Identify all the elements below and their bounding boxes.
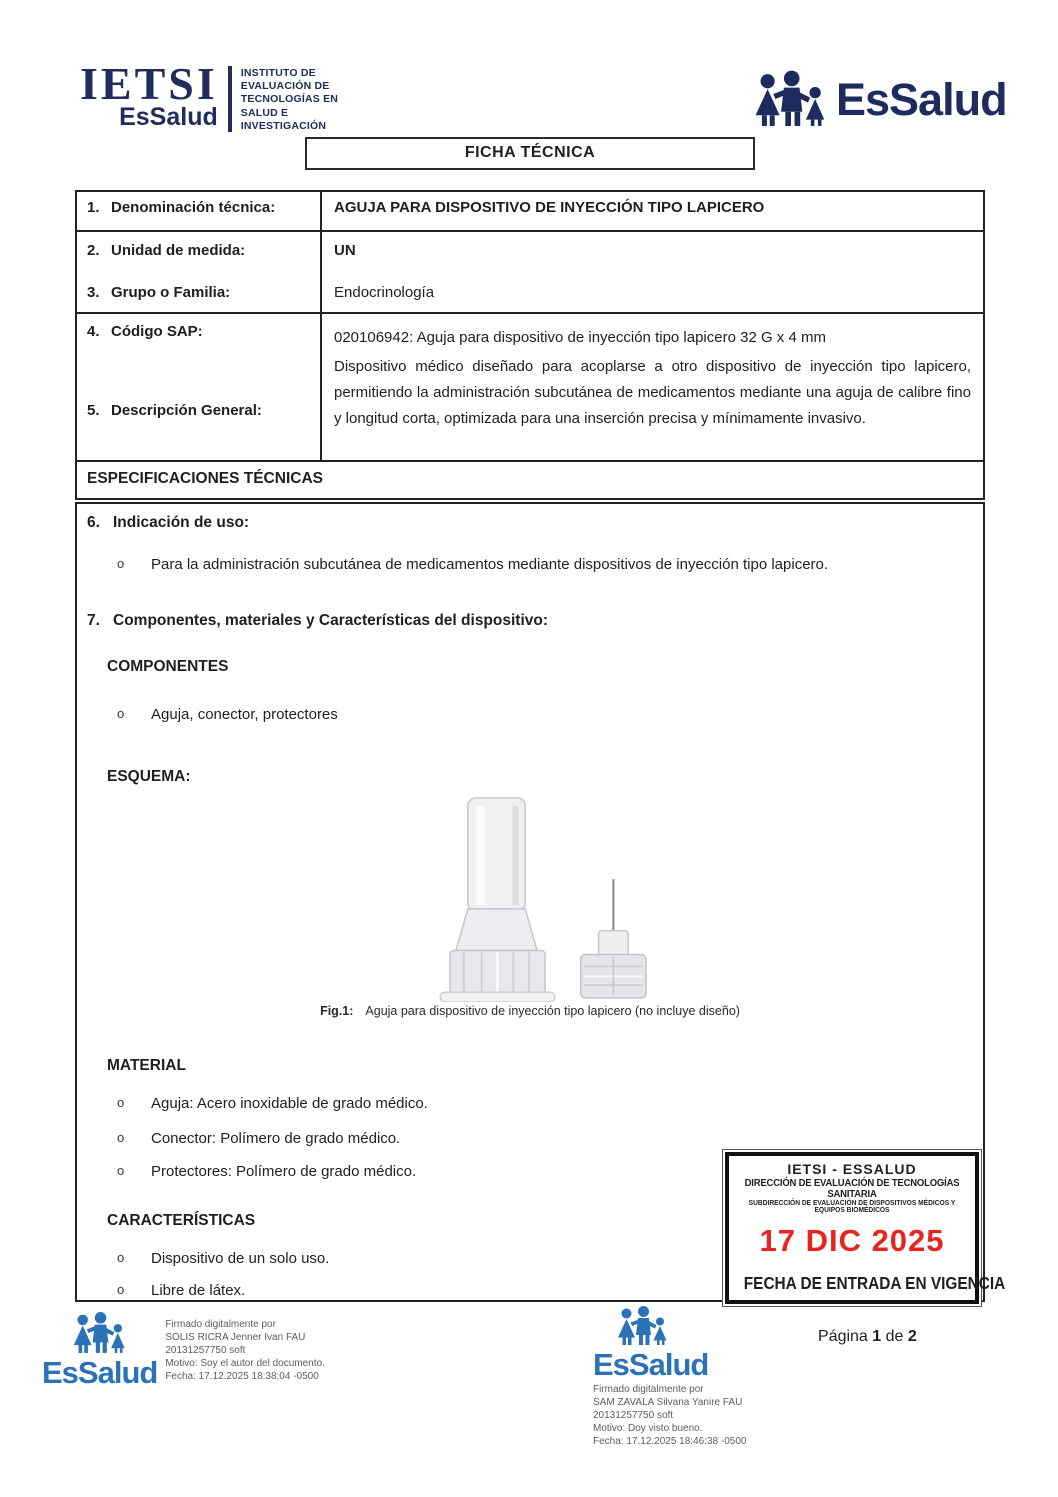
logo-divider [228, 66, 232, 132]
heading-componentes: 7. Componentes, materiales y Características del dispositivo: [87, 612, 549, 629]
row-label: 2. Unidad de medida: [87, 242, 246, 259]
row-label: 3. Grupo o Familia: [87, 284, 231, 301]
heading-indicacion: 6. Indicación de uso: [87, 514, 250, 531]
signature-text: Firmado digitalmente por SAM ZAVALA Silvana Yanire FAU 20131257750 soft Motivo: Doy visto bueno. Fecha: 17.12.2025 18:46:38 -0500 [593, 1384, 747, 1447]
table-row [77, 312, 983, 460]
material-bullet: o Protectores: Polímero de grado médico. [117, 1163, 417, 1180]
family-icon [752, 70, 830, 128]
stamp-date: 17 DIC 2025 [759, 1223, 945, 1258]
row-value: UN [334, 242, 356, 259]
row-label: 4. Código SAP: [87, 323, 203, 340]
bullet-icon: o [117, 1163, 125, 1178]
essalud-wordmark: EsSalud [593, 1347, 709, 1382]
components-bullet: o Aguja, conector, protectores [117, 706, 338, 723]
institute-line: EVALUACIÓN DE [240, 80, 330, 93]
stamp-direction: DIRECCIÓN DE EVALUACIÓN DE TECNOLOGÍAS SANITARIA [744, 1178, 960, 1200]
essalud-wordmark: EsSalud [836, 73, 1007, 125]
row-label: 1. Denominación técnica: [87, 199, 276, 216]
bullet-icon: o [117, 1250, 125, 1265]
family-icon [68, 1312, 132, 1354]
technical-data-table [75, 190, 985, 462]
stamp-subdirection: SUBDIRECCIÓN DE EVALUACIÓN DE DISPOSITIVOS MÉDICOS Y EQUIPOS BIOMÉDICOS [748, 1200, 956, 1214]
ietsi-logo [80, 58, 339, 133]
page-number: Página 1 de 2 [818, 1328, 917, 1345]
current-page: 1 [872, 1328, 882, 1345]
page-title: FICHA TÉCNICA [464, 144, 596, 161]
total-pages: 2 [907, 1328, 917, 1345]
digital-signature-2 [593, 1306, 746, 1448]
ietsi-wordmark [80, 58, 218, 131]
institute-line: TECNOLOGÍAS EN [240, 93, 339, 106]
digital-signature-1 [42, 1312, 325, 1390]
subheading-material: MATERIAL [107, 1057, 186, 1074]
table-row [77, 230, 983, 312]
ietsi-subtitle: EsSalud [119, 103, 218, 131]
institute-line: SALUD E [240, 106, 289, 119]
subheading-componentes: COMPONENTES [107, 658, 229, 675]
row-value: AGUJA PARA DISPOSITIVO DE INYECCIÓN TIPO LAPICERO [334, 199, 765, 216]
validity-stamp [725, 1152, 1006, 1304]
spec-content-box [75, 502, 1006, 1302]
essalud-logo [752, 70, 1007, 128]
institute-line: INVESTIGACIÓN [240, 119, 327, 132]
material-bullet: o Aguja: Acero inoxidable de grado médico. [117, 1095, 428, 1112]
stamp-org: IETSI - ESSALUD [787, 1161, 917, 1177]
row-value: Endocrinología [334, 284, 435, 301]
caracteristica-bullet: o Libre de látex. [117, 1282, 246, 1299]
ietsi-title: IETSI [80, 58, 218, 109]
stamp-validity-label: FECHA DE ENTRADA EN VIGENCIA [743, 1273, 1006, 1293]
table-row [77, 192, 983, 230]
family-icon [614, 1306, 672, 1346]
pen-needle-figure [429, 794, 669, 1002]
caracteristica-bullet: o Dispositivo de un solo uso. [117, 1250, 330, 1267]
sap-code-value: 020106942: Aguja para dispositivo de inyección tipo lapicero 32 G x 4 mm [334, 329, 826, 346]
signature-text: Firmado digitalmente por SOLIS RICRA Jenner Ivan FAU 20131257750 soft Motivo: Soy el autor del documento. Fecha: 17.12.2025 18:38:04 -0500 [165, 1319, 325, 1382]
ietsi-institute-text [241, 64, 338, 133]
document-title-box [305, 137, 755, 170]
figure-caption: Fig.1: Aguja para dispositivo de inyección tipo lapicero (no incluye diseño) [320, 1004, 740, 1018]
general-description: Dispositivo médico diseñado para acoplarse a otro dispositivo de inyección tipo lapicero, permitiendo la administración subcutánea de medicamentos mediante una aguja de calibre fino y longitud corta, optimizada para una inserción precisa y mínimamente invasivo. [334, 358, 971, 427]
subheading-esquema: ESQUEMA: [107, 768, 191, 785]
needle-cap [440, 798, 555, 1002]
bullet-icon: o [117, 706, 125, 721]
institute-line: INSTITUTO DE [240, 67, 316, 79]
subheading-caracteristicas: CARACTERÍSTICAS [107, 1212, 256, 1229]
bullet-icon: o [117, 1282, 125, 1297]
bullet-icon: o [117, 556, 125, 571]
indication-bullet: o Para la administración subcutánea de medicamentos mediante dispositivos de inyección tipo lapicero. [117, 556, 829, 573]
row-label: 5. Descripción General: [87, 402, 262, 419]
spec-section-header: ESPECIFICACIONES TÉCNICAS [75, 460, 985, 500]
essalud-wordmark: EsSalud [42, 1355, 158, 1390]
essalud-logo-small [593, 1306, 709, 1382]
essalud-logo-small [42, 1312, 158, 1390]
material-bullet: o Conector: Polímero de grado médico. [117, 1130, 401, 1147]
bullet-icon: o [117, 1130, 125, 1145]
bullet-icon: o [117, 1095, 125, 1110]
needle-hub [581, 879, 646, 998]
